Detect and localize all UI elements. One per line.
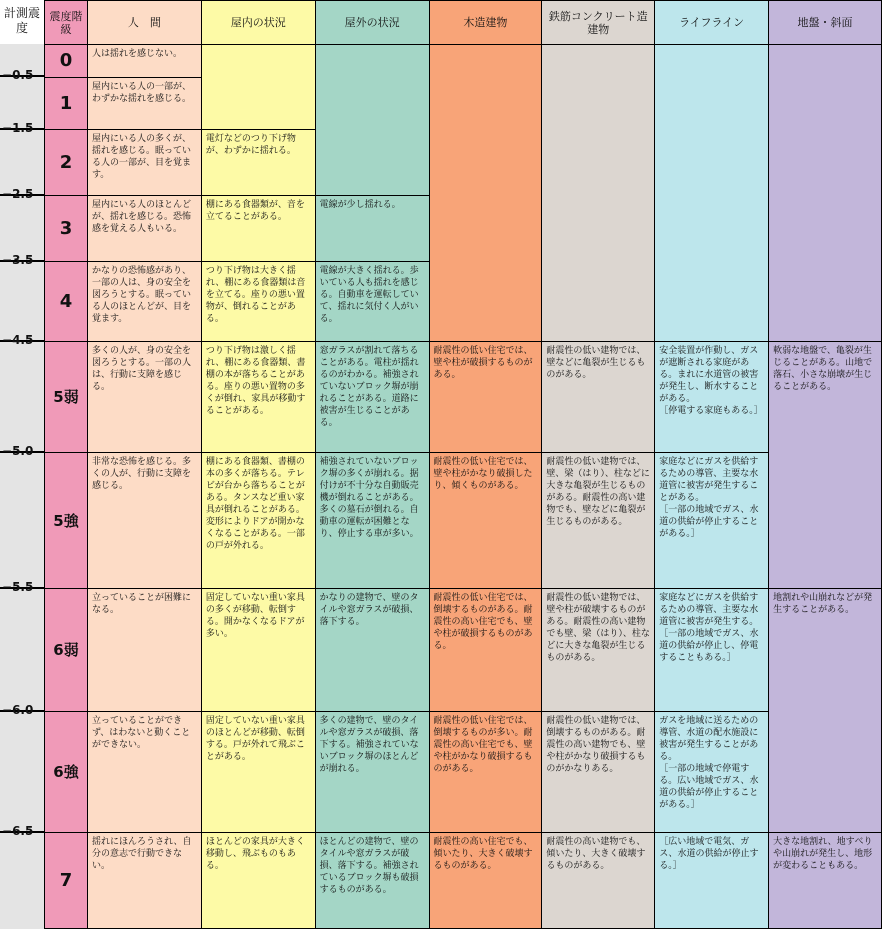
outdoor-cell: 多くの建物で、壁のタイルや窓ガラスが破損、落下する。補強されていないブロック塀のほとんどが崩れる。	[315, 712, 429, 833]
ground-cell: 大きな地割れ、地すべりや山崩れが発生し、地形が変わることもある。	[769, 833, 882, 929]
outdoor-cell: かなりの建物で、壁のタイルや窓ガラスが破損、落下する。	[315, 589, 429, 712]
human-cell: 多くの人が、身の安全を図ろうとする。一部の人は、行動に支障を感じる。	[87, 342, 201, 453]
table-row	[45, 342, 882, 453]
gauge-label: −4.5	[2, 333, 34, 347]
human-cell: 非常な恐怖を感じる。多くの人が、行動に支障を感じる。	[87, 453, 201, 589]
outdoor-cell: 電線が大きく揺れる。歩いている人も揺れを感じる。自動車を運転していて、揺れに気付く人がいる。	[315, 262, 429, 342]
outdoor-cell: 窓ガラスが割れて落ちることがある。電柱が揺れるのがわかる。補強されていないブロック塀が崩れることがある。道路に被害が生じることがある。	[315, 342, 429, 453]
indoor-cell: 固定していない重い家具のほとんどが移動、転倒する。戸が外れて飛ぶことがある。	[201, 712, 315, 833]
header-wooden: 木造建物	[429, 1, 542, 45]
wooden-cell: 耐震性の低い住宅では、壁や柱がかなり破損したり、傾くものがある。	[429, 453, 542, 589]
wooden-cell: 耐震性の低い住宅では、壁や柱が破損するものがある。	[429, 342, 542, 453]
indoor-cell	[201, 45, 315, 130]
indoor-cell: 棚にある食器類が、音を立てることがある。	[201, 196, 315, 262]
rc-cell: 耐震性の低い建物では、壁、梁（はり）、柱などに大きな亀裂が生じるものがある。耐震性の高い建物でも、壁などに亀裂が生じるものがある。	[542, 453, 655, 589]
gauge-header: 計測震度	[0, 0, 44, 44]
intensity-level: 5強	[45, 453, 88, 589]
human-cell: 屋内にいる人のほとんどが、揺れを感じる。恐怖感を覚える人もいる。	[87, 196, 201, 262]
intensity-table	[44, 0, 882, 929]
wooden-cell: 耐震性の低い住宅では、倒壊するものが多い。耐震性の高い住宅でも、壁や柱がかなり破損するものがある。	[429, 712, 542, 833]
intensity-level: 7	[45, 833, 88, 929]
indoor-cell: 棚にある食器類、書棚の本の多くが落ちる。テレビが台から落ちることがある。タンスなど重い家具が倒れることがある。変形によりドアが開かなくなることがある。一部の戸が外れる。	[201, 453, 315, 589]
lifeline-cell: 家庭などにガスを供給するための導管、主要な水道管に被害が発生することがある。 ［一部の地域でガス、水道の供給が停止することがある。］	[655, 453, 769, 589]
table-row	[45, 712, 882, 833]
outdoor-cell: 電線が少し揺れる。	[315, 196, 429, 262]
intensity-level: 0	[45, 45, 88, 78]
table-header-row	[45, 1, 882, 45]
header-intensity: 震度階級	[45, 1, 88, 45]
rc-cell	[542, 45, 655, 342]
indoor-cell: つり下げ物は激しく揺れ、棚にある食器類、書棚の本が落ちることがある。座りの悪い置物の多くが倒れ、家具が移動することがある。	[201, 342, 315, 453]
gauge-label: −6.5	[2, 824, 34, 838]
rc-cell: 耐震性の高い建物でも、傾いたり、大きく破壊するものがある。	[542, 833, 655, 929]
table-row	[45, 589, 882, 712]
rc-cell: 耐震性の低い建物では、壁や柱が破壊するものがある。耐震性の高い建物でも壁、梁（はり）、柱などに大きな亀裂が生じるものがある。	[542, 589, 655, 712]
gauge-label: −0.5	[2, 68, 34, 82]
human-cell: 人は揺れを感じない。	[87, 45, 201, 78]
rc-cell: 耐震性の低い建物では、壁などに亀裂が生じるものがある。	[542, 342, 655, 453]
intensity-level: 6強	[45, 712, 88, 833]
human-cell: 屋内にいる人の一部が、わずかな揺れを感じる。	[87, 78, 201, 130]
gauge-label: −6.0	[2, 703, 34, 717]
human-cell: 立っていることが困難になる。	[87, 589, 201, 712]
gauge-label: −5.5	[2, 580, 34, 594]
ground-cell: 軟弱な地盤で、亀裂が生じることがある。山地で落石、小さな崩壊が生じることがある。	[769, 342, 882, 589]
gauge-label: −2.5	[2, 187, 34, 201]
table-row	[45, 453, 882, 589]
ground-cell: 地割れや山崩れなどが発生することがある。	[769, 589, 882, 833]
outdoor-cell: ほとんどの建物で、壁のタイルや窓ガラスが破損、落下する。補強されているブロック塀も破損するものがある。	[315, 833, 429, 929]
seismic-gauge-column	[0, 0, 44, 929]
human-cell: 立っていることができず、はわないと動くことができない。	[87, 712, 201, 833]
gauge-label: −1.5	[2, 121, 34, 135]
indoor-cell: ほとんどの家具が大きく移動し、飛ぶものもある。	[201, 833, 315, 929]
human-cell: かなりの恐怖感があり、一部の人は、身の安全を図ろうとする。眠っている人のほとんどが、目を覚ます。	[87, 262, 201, 342]
indoor-cell: つり下げ物は大きく揺れ、棚にある食器類は音を立てる。座りの悪い置物が、倒れることがある。	[201, 262, 315, 342]
indoor-cell: 固定していない重い家具の多くが移動、転倒する。開かなくなるドアが多い。	[201, 589, 315, 712]
header-lifeline: ライフライン	[655, 1, 769, 45]
gauge-label: −5.0	[2, 444, 34, 458]
lifeline-cell: ［広い地域で電気、ガス、水道の供給が停止する。］	[655, 833, 769, 929]
outdoor-cell: 補強されていないブロック塀の多くが崩れる。据付けが不十分な自動販売機が倒れることがある。多くの墓石が倒れる。自動車の運転が困難となり、停止する車が多い。	[315, 453, 429, 589]
human-cell: 屋内にいる人の多くが、揺れを感じる。眠っている人の一部が、目を覚ます。	[87, 130, 201, 196]
lifeline-cell: 家庭などにガスを供給するための導管、主要な水道管に被害が発生する。 ［一部の地域でガス、水道の供給が停止し、停電することもある。］	[655, 589, 769, 712]
intensity-level: 3	[45, 196, 88, 262]
wooden-cell: 耐震性の低い住宅では、倒壊するものがある。耐震性の高い住宅でも、壁や柱が破損するものがある。	[429, 589, 542, 712]
indoor-cell: 電灯などのつり下げ物が、わずかに揺れる。	[201, 130, 315, 196]
lifeline-cell: 安全装置が作動し、ガスが遮断される家庭がある。まれに水道管の被害が発生し、断水することがある。 ［停電する家庭もある。］	[655, 342, 769, 453]
intensity-level: 2	[45, 130, 88, 196]
header-outdoor: 屋外の状況	[315, 1, 429, 45]
ground-cell	[769, 45, 882, 342]
wooden-cell	[429, 45, 542, 342]
rc-cell: 耐震性の低い建物では、倒壊するものがある。耐震性の高い建物でも、壁や柱がかなり破損するものがかなりある。	[542, 712, 655, 833]
table-row	[45, 833, 882, 929]
lifeline-cell: ガスを地域に送るための導管、水道の配水施設に被害が発生することがある。 ［一部の地域で停電する。広い地域でガス、水道の供給が停止することがある。］	[655, 712, 769, 833]
header-indoor: 屋内の状況	[201, 1, 315, 45]
header-ground: 地盤・斜面	[769, 1, 882, 45]
lifeline-cell	[655, 45, 769, 342]
intensity-level: 4	[45, 262, 88, 342]
header-human: 人 間	[87, 1, 201, 45]
intensity-level: 6弱	[45, 589, 88, 712]
intensity-level: 5弱	[45, 342, 88, 453]
table-row	[45, 45, 882, 78]
intensity-level: 1	[45, 78, 88, 130]
human-cell: 揺れにほんろうされ、自分の意志で行動できない。	[87, 833, 201, 929]
outdoor-cell	[315, 45, 429, 196]
header-rc: 鉄筋コンクリート造建物	[542, 1, 655, 45]
gauge-label: −3.5	[2, 253, 34, 267]
wooden-cell: 耐震性の高い住宅でも、傾いたり、大きく破壊するものがある。	[429, 833, 542, 929]
